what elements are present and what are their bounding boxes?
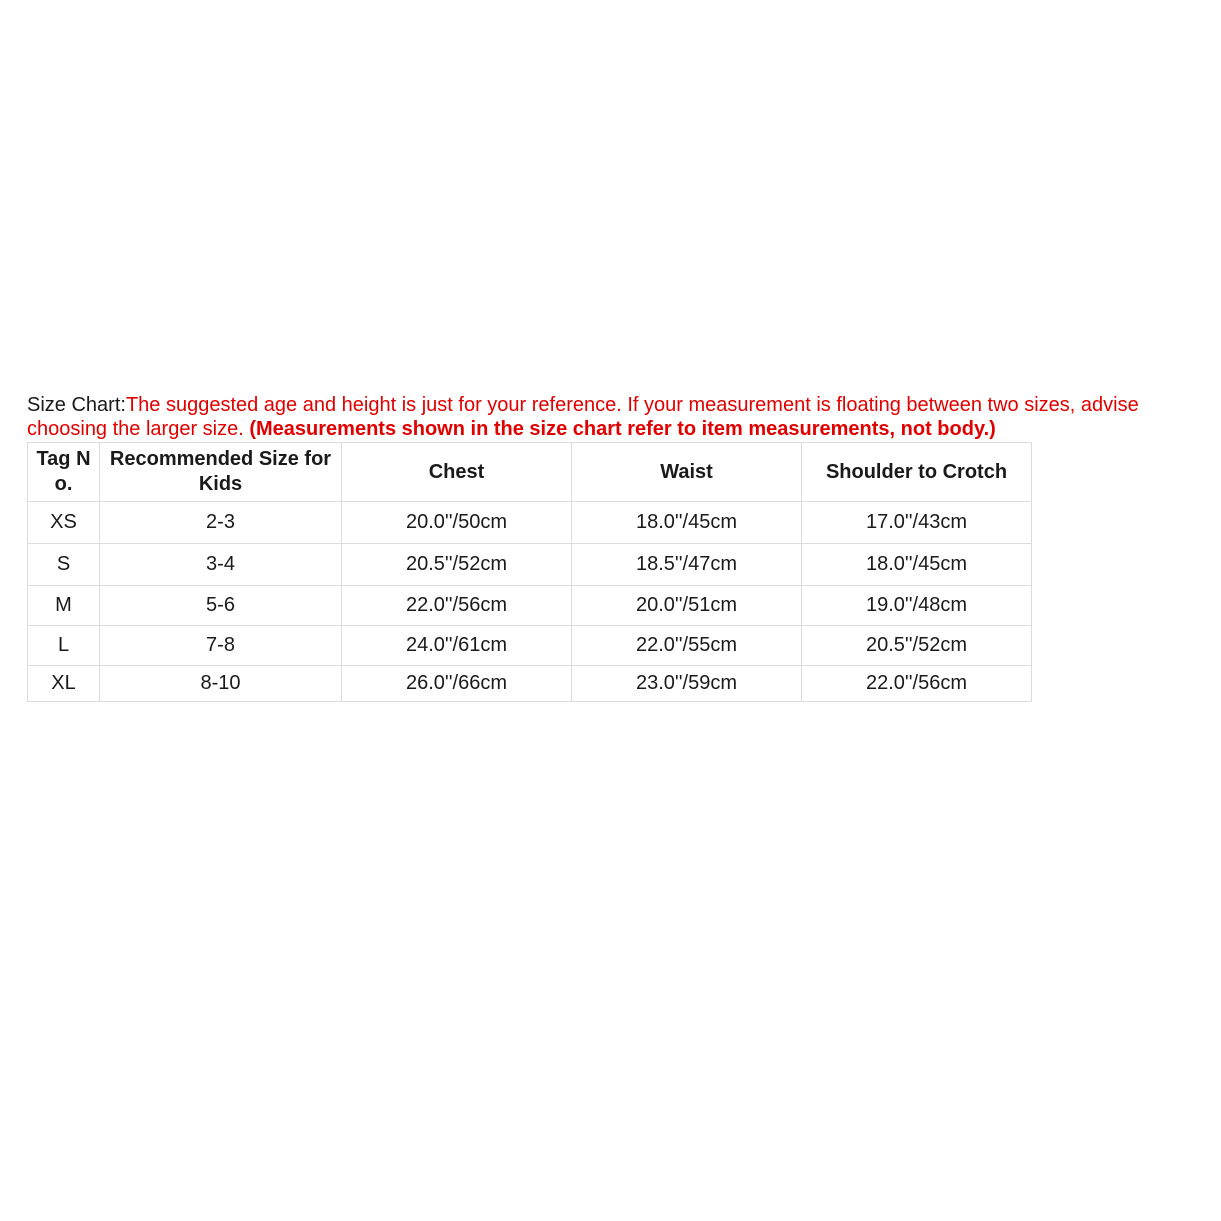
size-chart-table [27, 442, 1032, 702]
cell-recommended-size: 3-4 [100, 544, 342, 586]
cell-shoulder-to-crotch: 20.5''/52cm [802, 626, 1032, 666]
cell-tag-no: M [28, 586, 100, 626]
cell-shoulder-to-crotch: 22.0''/56cm [802, 666, 1032, 702]
cell-chest: 26.0''/66cm [342, 666, 572, 702]
header-recommended-size: Recommended Size for Kids [100, 443, 342, 502]
cell-chest: 20.5''/52cm [342, 544, 572, 586]
cell-waist: 22.0''/55cm [572, 626, 802, 666]
cell-recommended-size: 8-10 [100, 666, 342, 702]
cell-shoulder-to-crotch: 18.0''/45cm [802, 544, 1032, 586]
table-header-row [28, 443, 1032, 502]
notice-bold-text: (Measurements shown in the size chart refer to item measurements, not body.) [249, 418, 996, 440]
cell-tag-no: L [28, 626, 100, 666]
cell-tag-no: XS [28, 502, 100, 544]
cell-recommended-size: 5-6 [100, 586, 342, 626]
notice-text: The suggested age and height is just for your reference. If your measurement is floating between two sizes, advise choosing the larger size. [27, 394, 1139, 440]
cell-recommended-size: 7-8 [100, 626, 342, 666]
cell-waist: 23.0''/59cm [572, 666, 802, 702]
header-shoulder-to-crotch: Shoulder to Crotch [802, 443, 1032, 502]
header-waist: Waist [572, 443, 802, 502]
cell-chest: 22.0''/56cm [342, 586, 572, 626]
table-row [28, 544, 1032, 586]
header-tag-no: Tag No. [28, 443, 100, 502]
cell-waist: 18.5''/47cm [572, 544, 802, 586]
cell-recommended-size: 2-3 [100, 502, 342, 544]
size-chart-notice [27, 393, 1202, 441]
notice-label: Size Chart: [27, 394, 126, 416]
cell-shoulder-to-crotch: 17.0''/43cm [802, 502, 1032, 544]
cell-shoulder-to-crotch: 19.0''/48cm [802, 586, 1032, 626]
cell-chest: 20.0''/50cm [342, 502, 572, 544]
cell-chest: 24.0''/61cm [342, 626, 572, 666]
cell-waist: 18.0''/45cm [572, 502, 802, 544]
cell-tag-no: S [28, 544, 100, 586]
table-row [28, 626, 1032, 666]
table-row [28, 586, 1032, 626]
cell-waist: 20.0''/51cm [572, 586, 802, 626]
table-row [28, 666, 1032, 702]
table-row [28, 502, 1032, 544]
cell-tag-no: XL [28, 666, 100, 702]
header-chest: Chest [342, 443, 572, 502]
